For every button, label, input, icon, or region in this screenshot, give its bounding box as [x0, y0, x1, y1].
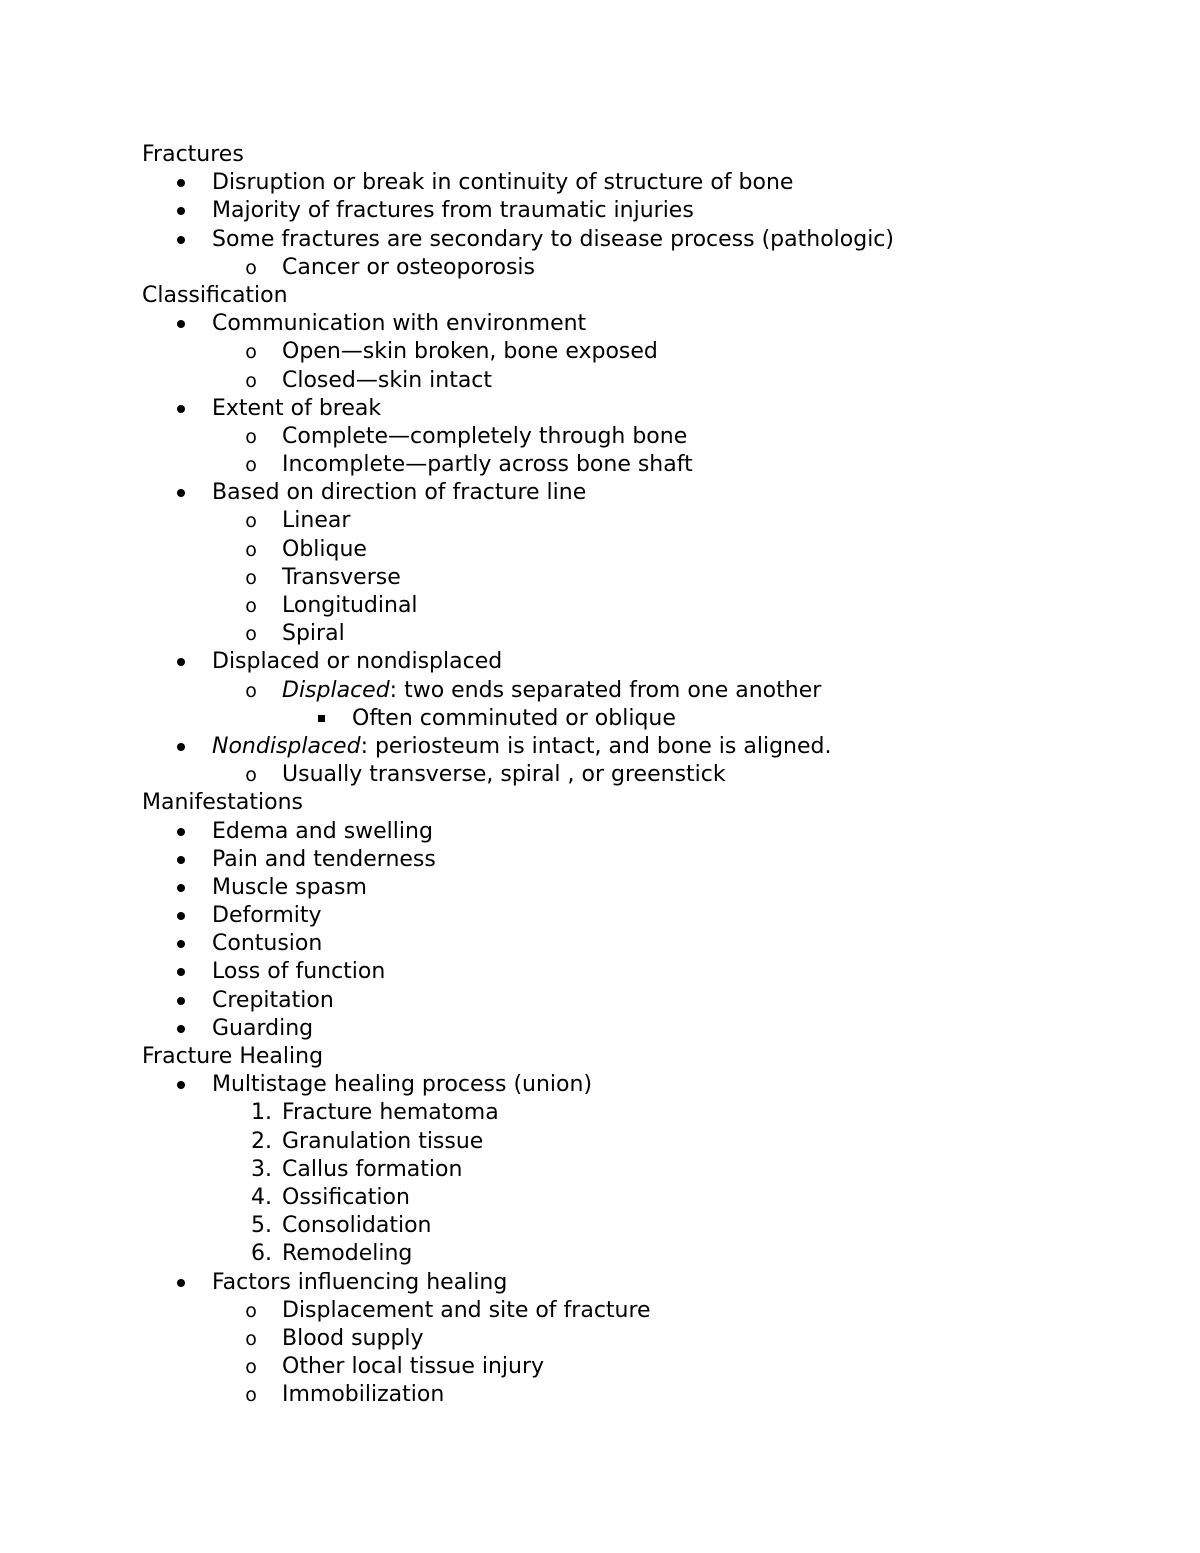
list-item: [142, 846, 1142, 874]
list-item: [142, 169, 1142, 197]
list-item-text: Complete—completely through bone: [282, 423, 688, 449]
list-item-text: Displaced or nondisplaced: [212, 649, 503, 675]
list-item-text: Incomplete—partly across bone shaft: [282, 452, 693, 478]
list-item-text: : periosteum is intact, and bone is aligned.: [360, 733, 832, 759]
list-item-text: Based on direction of fracture line: [212, 480, 587, 506]
list-item: [142, 958, 1142, 986]
list-number: 4.: [251, 1184, 272, 1210]
list-item-text: Granulation tissue: [282, 1128, 484, 1154]
list-item-text: Consolidation: [282, 1213, 432, 1239]
sub-list-item: [142, 536, 1142, 564]
list-item-text: Fracture hematoma: [282, 1100, 499, 1126]
sub-sub-list-item: [142, 705, 1142, 733]
sub-list-item: [142, 338, 1142, 366]
list-item-text: Communication with environment: [212, 311, 587, 337]
list-item-text: Immobilization: [282, 1382, 445, 1408]
circle-bullet-icon: o: [245, 341, 257, 364]
circle-bullet-icon: o: [245, 510, 257, 533]
circle-bullet-icon: o: [245, 764, 257, 787]
circle-bullet-icon: o: [245, 595, 257, 617]
list-item-text: Ossification: [282, 1184, 410, 1210]
list-item-text: Disruption or break in continuity of structure of bone: [212, 170, 794, 196]
sub-list-item: [142, 254, 1142, 282]
sub-list-item: [142, 1325, 1142, 1353]
sub-list-item: [142, 564, 1142, 592]
circle-bullet-icon: o: [245, 454, 257, 477]
list-item-text: Remodeling: [282, 1241, 413, 1267]
circle-bullet-icon: o: [245, 256, 257, 279]
list-number: 2.: [251, 1128, 272, 1154]
bullet-icon: [168, 1071, 194, 1099]
numbered-list-item: [142, 1156, 1142, 1184]
list-item: [142, 310, 1142, 338]
bullet-icon: [168, 846, 194, 874]
sub-list-item: [142, 761, 1142, 789]
list-item: [142, 1015, 1142, 1043]
numbered-list-item: [142, 1128, 1142, 1156]
bullet-icon: [168, 310, 194, 338]
list-item: [142, 648, 1142, 676]
section-heading-fractures: Fractures: [142, 142, 244, 167]
list-item: [142, 479, 1142, 507]
list-item-text: Muscle spasm: [212, 874, 367, 900]
bullet-icon: [168, 197, 194, 225]
list-item: [142, 930, 1142, 958]
circle-bullet-icon: o: [245, 1327, 257, 1350]
sub-list-item: [142, 592, 1142, 620]
list-item: [142, 197, 1142, 225]
sub-list-item: [142, 1297, 1142, 1325]
list-item-text: Contusion: [212, 931, 323, 957]
list-item-text: Deformity: [212, 903, 322, 929]
bullet-icon: [168, 818, 194, 846]
section-heading-classification: Classification: [142, 282, 288, 308]
bullet-icon: [168, 733, 194, 761]
circle-bullet-icon: o: [245, 538, 257, 561]
bullet-icon: [168, 987, 194, 1015]
bullet-icon: [168, 395, 194, 423]
list-number: 6.: [251, 1241, 272, 1267]
list-number: 1.: [251, 1100, 272, 1126]
list-item-text: : two ends separated from one another: [389, 677, 822, 703]
sub-list-item: [142, 1381, 1142, 1409]
circle-bullet-icon: o: [245, 1299, 257, 1322]
list-item: [142, 874, 1142, 902]
list-item: [142, 1071, 1142, 1099]
circle-bullet-icon: o: [245, 679, 257, 702]
numbered-list-item: [142, 1240, 1142, 1268]
list-item: [142, 226, 1142, 254]
bullet-icon: [168, 169, 194, 197]
list-item-text: Usually transverse, spiral , or greenstick: [282, 762, 726, 788]
sub-list-item: [142, 451, 1142, 479]
list-item: [142, 987, 1142, 1015]
list-item-text: Multistage healing process (union): [212, 1072, 593, 1098]
document-body: [142, 141, 1142, 1409]
numbered-list-item: [142, 1099, 1142, 1127]
sub-list-item: [142, 620, 1142, 648]
list-item-text: Crepitation: [212, 987, 334, 1013]
list-item-text: Edema and swelling: [212, 818, 433, 844]
numbered-list-item: [142, 1184, 1142, 1212]
list-item: [142, 902, 1142, 930]
numbered-list-item: [142, 1212, 1142, 1240]
bullet-icon: [168, 648, 194, 676]
circle-bullet-icon: o: [245, 1356, 257, 1379]
list-item-text: Longitudinal: [282, 593, 418, 618]
circle-bullet-icon: o: [245, 425, 257, 448]
sub-list-item: [142, 367, 1142, 395]
list-item: [142, 733, 1142, 761]
list-number: 3.: [251, 1156, 272, 1182]
section-heading-manifestations: Manifestations: [142, 790, 303, 816]
list-item-text: Linear: [282, 508, 351, 534]
list-item-text: Open—skin broken, bone exposed: [282, 339, 658, 365]
list-item: [142, 818, 1142, 846]
circle-bullet-icon: o: [245, 1384, 257, 1407]
list-item-text: Loss of function: [212, 959, 386, 985]
list-item-text: Displacement and site of fracture: [282, 1297, 651, 1323]
circle-bullet-icon: o: [245, 369, 257, 392]
term-nondisplaced: Nondisplaced: [212, 733, 361, 759]
list-item: [142, 395, 1142, 423]
list-item-text: Often comminuted or oblique: [352, 705, 676, 731]
list-number: 5.: [251, 1213, 272, 1239]
sub-list-item: [142, 1353, 1142, 1381]
bullet-icon: [168, 902, 194, 930]
list-item-text: Majority of fractures from traumatic injuries: [212, 198, 694, 224]
section-heading-fracture-healing: Fracture Healing: [142, 1044, 324, 1069]
bullet-icon: [168, 226, 194, 254]
list-item-text: Guarding: [212, 1015, 314, 1041]
list-item-text: Callus formation: [282, 1156, 463, 1182]
sub-list-item: [142, 423, 1142, 451]
list-item-text: Closed—skin intact: [282, 367, 493, 393]
sub-list-item: [142, 677, 1142, 705]
list-item-text: Cancer or osteoporosis: [282, 254, 535, 280]
bullet-icon: [168, 1269, 194, 1297]
bullet-icon: [168, 874, 194, 902]
list-item-text: Transverse: [282, 564, 401, 590]
circle-bullet-icon: o: [245, 566, 257, 589]
bullet-icon: [168, 930, 194, 958]
list-item-text: Factors influencing healing: [212, 1269, 508, 1295]
circle-bullet-icon: o: [245, 623, 257, 646]
square-bullet-icon: [308, 705, 334, 733]
list-item: [142, 1269, 1142, 1297]
list-item-text: Extent of break: [212, 395, 382, 421]
list-item-text: Blood supply: [282, 1325, 424, 1351]
list-item-text: Spiral: [282, 621, 345, 647]
list-item-text: Pain and tenderness: [212, 846, 436, 872]
list-item-text: Oblique: [282, 536, 367, 562]
list-item-text: Some fractures are secondary to disease process (pathologic): [212, 226, 894, 252]
bullet-icon: [168, 958, 194, 986]
term-displaced: Displaced: [282, 677, 390, 703]
list-item-text: Other local tissue injury: [282, 1354, 545, 1380]
bullet-icon: [168, 1015, 194, 1043]
sub-list-item: [142, 507, 1142, 535]
bullet-icon: [168, 479, 194, 507]
